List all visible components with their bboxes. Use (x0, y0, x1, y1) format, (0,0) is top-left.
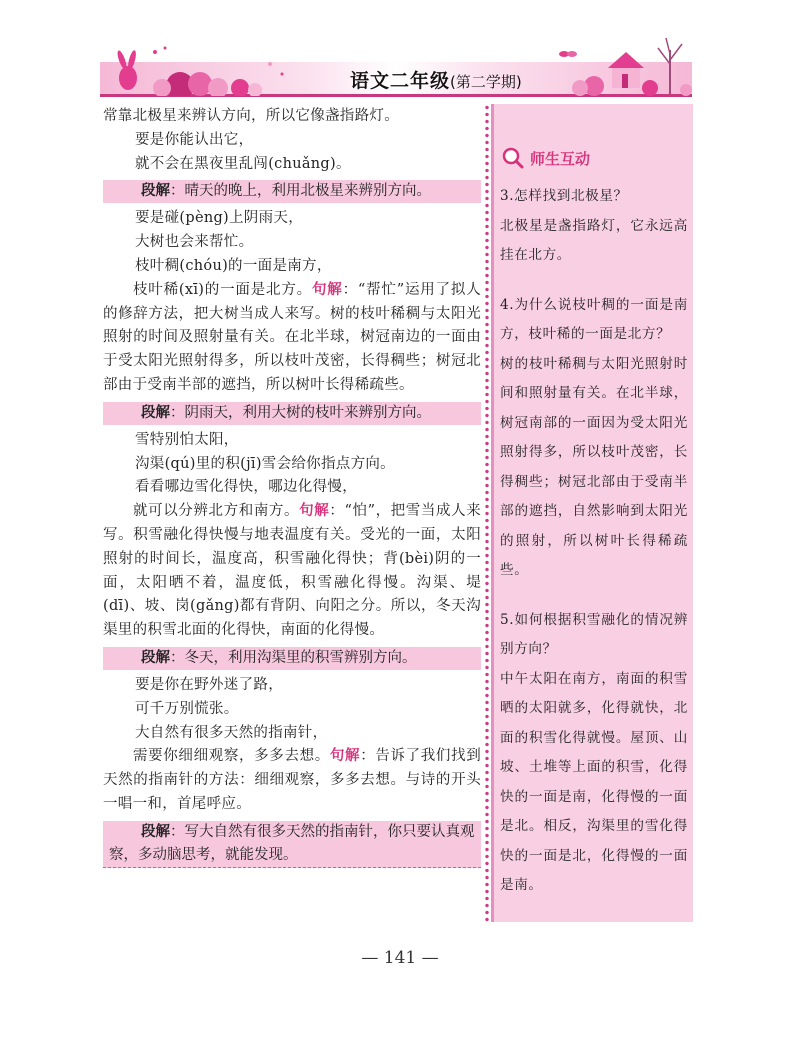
sentence-note-label: 句解 (299, 503, 330, 520)
dots-decoration-icon (153, 47, 284, 76)
flower-cluster-icon (153, 72, 262, 96)
text-line: 常靠北极星来辨认方向，所以它像盏指路灯。 (103, 108, 399, 124)
poem-line: 沟渠(qú)里的积(jī)雪会给你指点方向。 (135, 455, 395, 472)
poem-line-inline: 需要你细细观察，多多去想。 (133, 748, 330, 765)
column-divider (484, 104, 490, 924)
sidebar-body (500, 182, 688, 921)
segment-label: 段解 (141, 823, 170, 840)
poem-line-inline: 就可以分辨北方和南方。 (133, 503, 300, 520)
poem-line: 要是碰(pèng)上阴雨天， (135, 210, 303, 227)
decoration-left (100, 44, 300, 96)
magnifier-icon (502, 147, 524, 169)
segment-label: 段解 (141, 649, 170, 666)
sentence-note-label: 句解 (329, 748, 361, 765)
answer-5: 中午太阳在南方，南面的积雪晒的太阳就多，化得就快，北面的积雪化得就慢。屋顶、山坡、土堆等上面的积雪，化得快的一面是南，化得慢的一面是北。相反，沟渠里的雪化得快的一面是北，化得慢的一面是南。 (500, 670, 688, 893)
butterfly-icon (559, 51, 577, 57)
segment-label: 段解 (141, 404, 170, 421)
book-title: 语文二年级 (350, 70, 451, 92)
answer-4: 树的枝叶稀稠与太阳光照射时间和照射量有关。在北半球，树冠南部的一面因为受太阳光照射得多，所以枝叶茂密，长得稠些；树冠北部由于受南半部的遮挡，自然影响到太阳光的照射，所以树叶长得稀疏些。 (500, 355, 688, 578)
poem-line: 枝叶稠(chóu)的一面是南方， (135, 257, 332, 274)
segment-text: ：阴雨天，利用大树的枝叶来辨别方向。 (170, 404, 431, 421)
main-column (103, 105, 481, 872)
decoration-right (540, 30, 692, 96)
tree-icon (658, 38, 682, 94)
sidebar-title: 师生互动 (530, 149, 591, 168)
poem-line: 看看哪边雪化得快，哪边化得慢， (135, 479, 357, 496)
page-header (100, 30, 692, 98)
segment-label: 段解 (141, 183, 170, 200)
segment-note (103, 180, 481, 203)
segment-note (103, 647, 481, 670)
sidebar-heading (502, 144, 590, 172)
poem-line: 要是你在野外迷了路， (135, 676, 283, 693)
annotated-paragraph (103, 745, 481, 816)
segment-text: ：写大自然有很多天然的指南针，你只要认真观察，多动脑思考，就能发现。 (109, 823, 475, 863)
question-5: 5.如何根据积雪融化的情况辨别方向？ (500, 611, 688, 657)
segment-note (103, 821, 481, 868)
question-4: 4.为什么说枝叶稠的一面是南方，枝叶稀的一面是北方？ (500, 296, 688, 342)
sentence-note-label: 句解 (311, 281, 343, 298)
sidebar-panel (491, 104, 693, 922)
question-3: 3.怎样找到北极星？ (500, 188, 628, 204)
house-icon (608, 52, 644, 88)
segment-text: ：冬天，利用沟渠里的积雪辨别方向。 (170, 649, 417, 666)
page-number: — 141 — (361, 948, 439, 968)
poem-line: 就不会在黑夜里乱闯(chuǎng)。 (135, 155, 351, 172)
sentence-note-text: ：“怕”，把雪当成人来写。积雪融化得快慢与地表温度有关。受光的一面，太阳照射的时间长，温度高，积雪融化得快；背(bèi)阴的一面，太阳晒不着，温度低，积雪融化得慢。沟渠、堤(dī)、坡、岗(gǎng)都有背阴、向阳之分。所以，冬天沟渠里的积雪北面的化得快，南面的化得慢。 (103, 503, 481, 639)
poem-line: 要是你能认出它， (135, 131, 254, 148)
rabbit-icon (116, 50, 138, 90)
book-subtitle: (第二学期) (450, 73, 522, 91)
poem-line: 可千万别慌张。 (135, 700, 239, 717)
header-title (350, 66, 522, 93)
segment-note (103, 402, 481, 425)
segment-text: ：晴天的晚上，利用北极星来辨别方向。 (170, 183, 431, 200)
sentence-note-text: ：“帮忙”运用了拟人的修辞方法，把大树当成人来写。树的枝叶稀稠与太阳光照射的时间及照射量有关。在北半球，树冠南边的一面由于受太阳光照射得多，所以枝叶茂密，长得稠些；树冠北部由于受南半部的遮挡，所以树叶长得稀疏些。 (103, 281, 481, 393)
poem-line: 大自然有很多天然的指南针， (135, 724, 328, 741)
annotated-paragraph (103, 500, 481, 643)
annotated-paragraph (103, 279, 481, 398)
poem-line: 雪特别怕太阳， (135, 431, 239, 448)
poem-line-inline: 枝叶稀(xī)的一面是北方。 (133, 281, 312, 298)
answer-3: 北极星是盏指路灯，它永远高挂在北方。 (500, 217, 688, 263)
sentence-note-text: ：告诉了我们找到天然的指南针的方法：细细观察，多多去想。与诗的开头一唱一和，首尾呼应。 (103, 748, 481, 812)
poem-line: 大树也会来帮忙。 (135, 234, 254, 251)
